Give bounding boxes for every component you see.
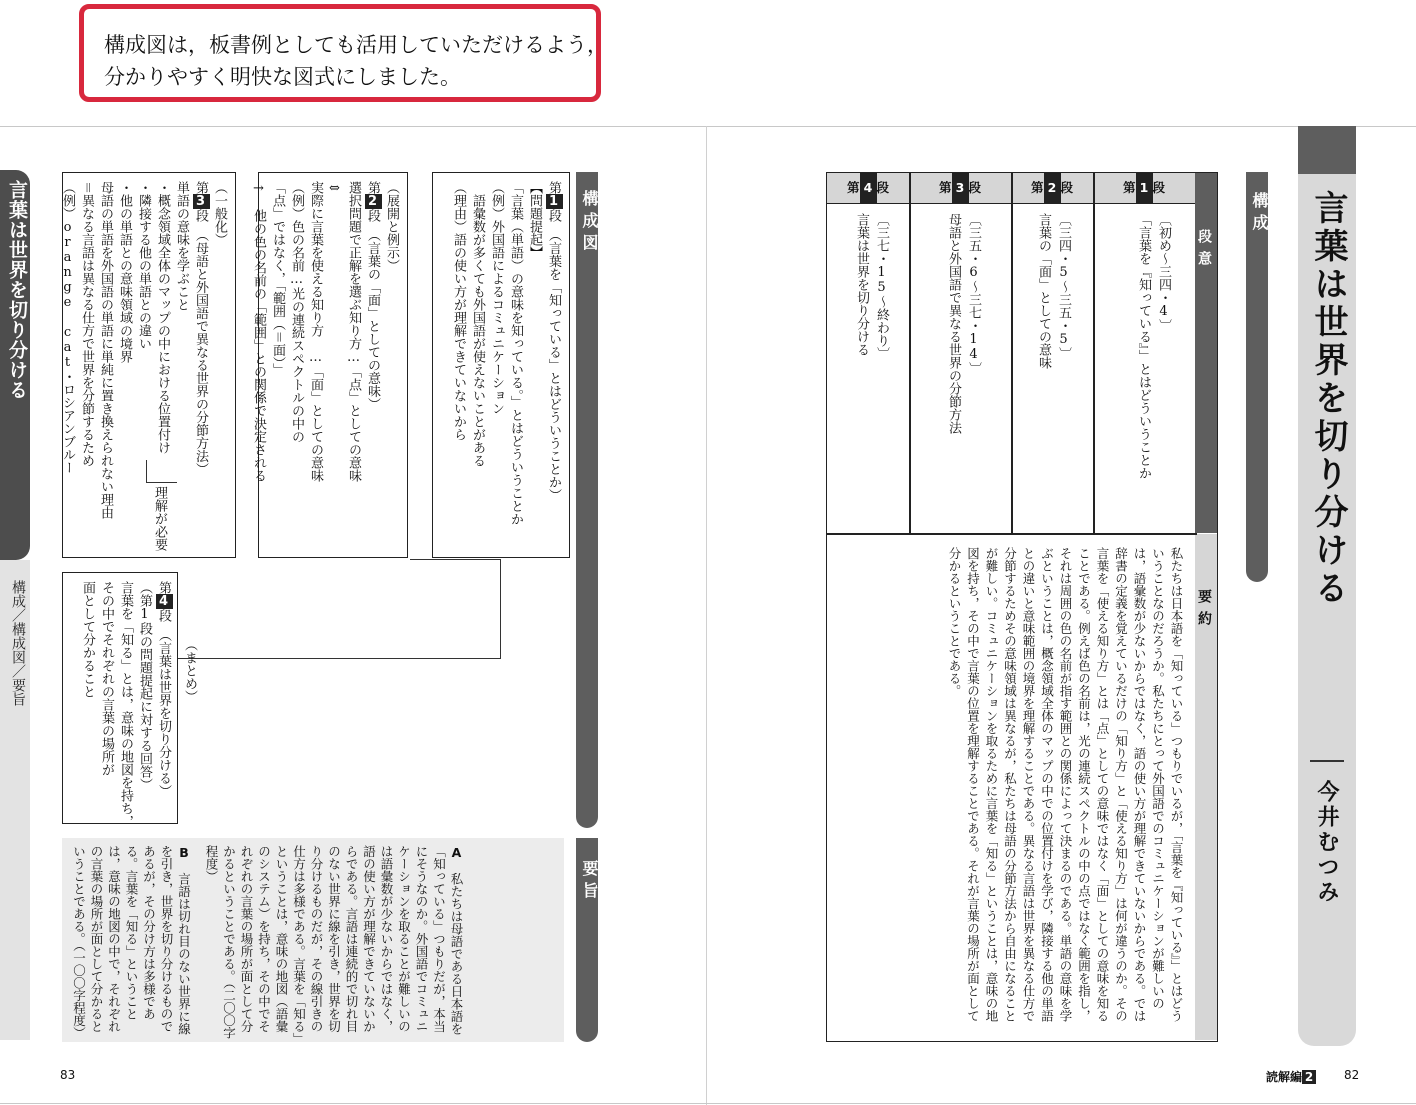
box-line: 母語の単語を外国語の単語に単純に置き換えられない理由 xyxy=(98,181,113,519)
danni-dan2: 〔三四・5〜三五・5〕 言葉の「面」としての意味 xyxy=(1036,213,1071,369)
box-line: ・概念領域全体のマップの中における位置付け xyxy=(155,181,170,454)
youshi-a-label: A xyxy=(449,845,464,860)
author-name: 今井むつみ xyxy=(1314,780,1340,905)
row-divider xyxy=(827,533,1197,535)
structure-box-dan1 xyxy=(432,172,570,558)
box-line: 語彙数が多くても外国語が使えないことがある xyxy=(470,181,485,467)
callout-box xyxy=(79,4,608,102)
box-line: （一般化） xyxy=(212,181,227,246)
box-line: 選択問題で正解を選ぶ知り方…「点」としての意味 xyxy=(346,181,361,482)
dan-number-badge: 4 xyxy=(156,594,171,609)
danni-dan3: 〔三五・6〜三七・14〕 母語と外国語で異なる世界の分節方法 xyxy=(946,213,981,434)
side-title: 言葉は世界を切り分ける xyxy=(6,180,28,400)
kousei-label: 構成 xyxy=(1250,192,1269,236)
danni-side-header xyxy=(1195,173,1217,533)
note-rikai: 理解が必要 xyxy=(152,486,167,551)
bracket-line xyxy=(146,460,177,483)
structure-table xyxy=(826,172,1218,1042)
box-line: 言葉を「知る」とは，意味の地図を持ち， xyxy=(118,581,133,828)
column-divider xyxy=(1093,173,1095,533)
column-divider xyxy=(1011,173,1013,533)
footer-divider xyxy=(0,1103,1416,1104)
box-line: ＝異なる言語は異なる仕方で世界を分節するため xyxy=(79,181,94,467)
youyaku-label: 要約 xyxy=(1196,589,1212,633)
kouseizu-tab xyxy=(576,172,598,828)
dan-number-badge: 2 xyxy=(365,194,380,209)
youshi-label: 要旨 xyxy=(580,860,599,904)
connector-line xyxy=(410,559,500,560)
dan-number-badge: 3 xyxy=(193,194,208,209)
structure-box-dan4 xyxy=(62,572,178,828)
header-dan2: 第 2 段 xyxy=(1011,173,1093,204)
box-line: 「言葉（単語）の意味を知っている。」とはどういうことか xyxy=(508,181,523,526)
side-subtitle: 構成／構成図／要旨 xyxy=(10,580,26,706)
lesson-title: 言葉は世界を切り分ける xyxy=(1308,190,1348,608)
page-spine xyxy=(706,126,707,1105)
youshi-text xyxy=(70,845,465,1040)
author-rule xyxy=(1310,760,1344,762)
box-line: （理由）語の使い方が理解できていないから xyxy=(451,181,466,441)
header-dan3: 第 3 段 xyxy=(909,173,1011,204)
header-divider xyxy=(0,126,1416,127)
box-line: 「点」ではなく，「範囲（＝面）」 xyxy=(270,181,285,376)
box-line: 面として分かること xyxy=(80,581,95,698)
column-divider xyxy=(909,173,911,533)
youshi-b-label: B xyxy=(176,845,192,860)
box-line: 【問題提起】 xyxy=(527,181,542,259)
title-strip-cap xyxy=(1298,126,1356,174)
structure-box-dan2 xyxy=(251,172,408,558)
kouseizu-label: 構成図 xyxy=(580,190,599,256)
header-dan4: 第 4 段 xyxy=(827,173,909,204)
box-line: その中でそれぞれの言葉の場所が xyxy=(99,581,114,776)
callout-line-1: 構成図は，板書例としても活用していただけるよう， xyxy=(104,33,608,57)
section-label: 読解編 2 xyxy=(1266,1068,1316,1085)
box4-matome: （まとめ） xyxy=(182,638,197,703)
youshi-b-text: 言語は切れ目のない世界に線を引き，世界を切り分けるものであるが，その分け方は多様である。言葉を「知る」ということは，意味の地図の中で，それぞれの言葉の場所が面として分かるということである。（一〇〇字程度） xyxy=(71,845,192,1039)
box-line: ・隣接する他の単語との違い xyxy=(136,181,151,350)
box-line: ⇔ xyxy=(327,181,342,196)
page-number-left: 83 xyxy=(60,1068,76,1082)
youshi-a-text: 私たちは母語である日本語を「知っている」つもりだが，本当にそうなのか。外国語でコミュニケーションを取ることが難しいのは語彙数が少ないからではなく，語の使い方が理解できていないからである。言語は連続的で切れ目のない世界に線を引き，世界を切り分けるものだが，その線引きの仕方は多様である。言葉を「知る」ということは，意味の地図（語彙のシステム）を持ち，その中でそれぞれの言葉の場所が面として分かるということである。（二〇〇字程度） xyxy=(204,845,464,1039)
danni-dan4: 〔三七・15〜終わり〕 言葉は世界を切り分ける xyxy=(854,213,889,360)
callout-line-2: 分かりやすく明快な図式にしました。 xyxy=(104,65,461,89)
connector-line xyxy=(178,658,501,659)
danni-label: 段意 xyxy=(1196,229,1212,273)
box-line: ・他の単語との意味領域の境界 xyxy=(117,181,132,363)
dan4-heading: 第4段 （言葉は世界を切り分ける） xyxy=(156,581,171,798)
youyaku-text: 私たちは日本語を「知っている」つもりでいるが，「言葉を『知っている』」とはどういうことなのだろうか。私たちにとって外国語でのコミュニケーションが難しいのは，語彙数が少ないからではなく，語の使い方が理解できていないからである。では辞書の定義を覚えているだけの「知り方」と「使える知り方」は何が違うのか。その言葉を「使える知り方」とは「点」としての意味ではなく「面」としての意味を知ることである。例えば色の名前は，光の連続スペクトルの中の点ではなく範囲を指し，それは周囲の色の名前が指す範囲との関係によって決まるのである。単語の意味を学ぶということは，概念領域全体のマップの中での位置付けを学び，隣接する他の単語との違いと意味範囲の境界を理解することである。異なる言語は世界を異なる仕方で分節するためその意味領域は異なるが，私たちは母語の分節方法から自由になることが難しい。コミュニケーションを取るために言葉を「知る」ということは，意味の地図を持ち，その中で言葉の位置を理解することである。それが言葉の場所が面として分かるということである。 xyxy=(947,547,1184,1022)
box-line: （例）色の名前…光の連続スペクトルの中の xyxy=(289,181,304,443)
box-line: 単語の意味を学ぶこと xyxy=(174,181,189,311)
page-number-right: 82 xyxy=(1344,1068,1360,1082)
box-line: （例）外国語によるコミュニケーション xyxy=(489,181,504,415)
dan3-heading: 第3段 （母語と外国語で異なる世界の分節方法） xyxy=(193,181,208,476)
header-dan1: 第 1 段 xyxy=(1093,173,1195,204)
connector-line xyxy=(500,559,501,659)
box-line: （第1段の問題提起に対する回答） xyxy=(137,581,152,791)
box-line: （展開と例示） xyxy=(384,181,399,272)
box-line: （例）orange cat・ロシアンブルー xyxy=(60,181,75,474)
box-line: 実際に言葉を使える知り方 …「面」としての意味 xyxy=(308,181,323,482)
danni-dan1: 〔初め〜三四・4〕 「言葉を『知っている』」とはどういうことか xyxy=(1136,213,1171,480)
dan-number-badge: 1 xyxy=(546,194,561,209)
dan1-heading: 第1段 （言葉を「知っている」とはどういうことか） xyxy=(546,181,561,502)
structure-box-dan3 xyxy=(62,172,236,558)
box-line: → 他の色の名前の「範囲」との関係で決定される xyxy=(251,181,266,482)
dan2-heading: 第2段 （言葉の「面」としての意味） xyxy=(365,181,380,411)
